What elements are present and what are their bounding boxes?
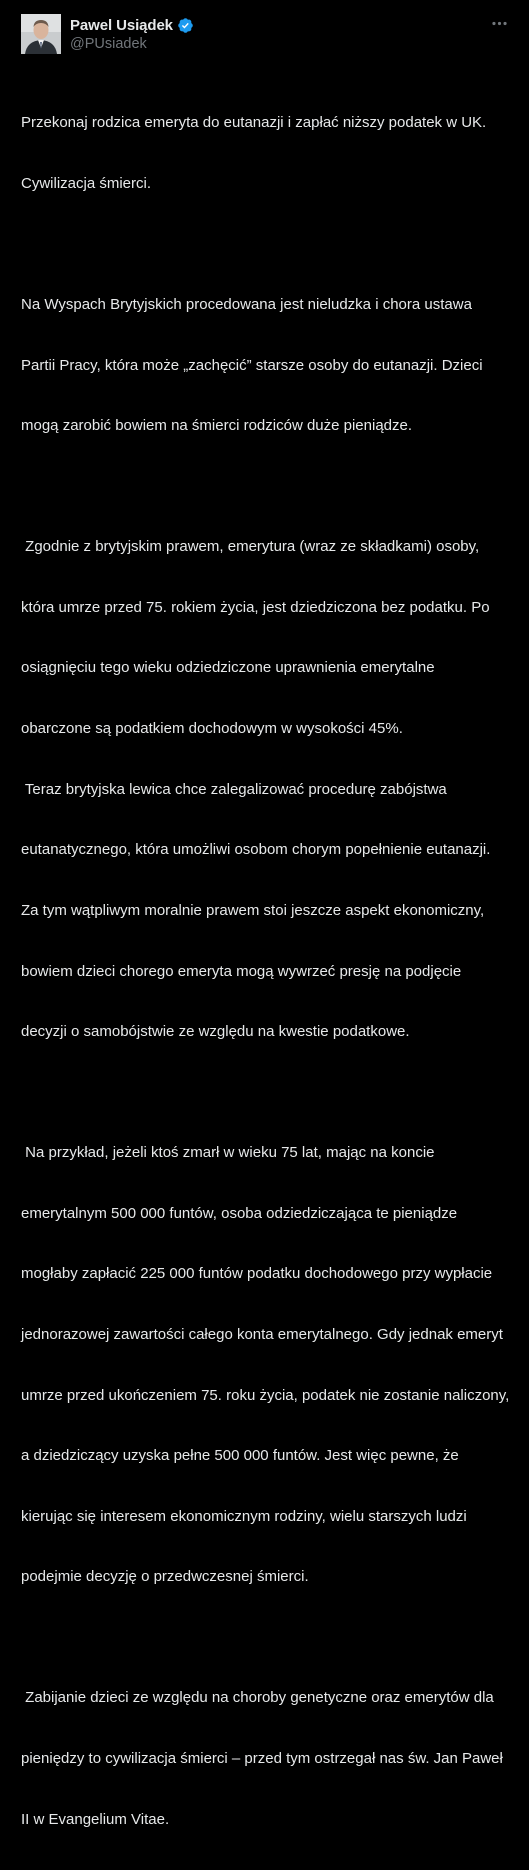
tweet-line: Na przykład, jeżeli ktoś zmarł w wieku 75 lat, mając na koncie (21, 1144, 435, 1162)
tweet-line: mogłaby zapłacić 225 000 funtów podatku dochodowego przy wypłacie (21, 1265, 493, 1283)
tweet-line: Cywilizacja śmierci. (21, 175, 152, 193)
tweet-line: decyzji o samobójstwie ze względu na kwestie podatkowe. (21, 1023, 410, 1041)
tweet-line: Za tym wątpliwym moralnie prawem stoi jeszcze aspekt ekonomiczny, (21, 901, 485, 919)
tweet-line: II w Evangelium Vitae. (21, 1810, 170, 1828)
more-options-icon (490, 14, 509, 33)
author-identity (70, 12, 194, 52)
tweet-line: Partii Pracy, która może „zachęcić” starsze osoby do eutanazji. Dzieci (21, 356, 483, 374)
tweet-line: kierując się interesem ekonomicznym rodziny, wielu starszych ludzi (21, 1507, 467, 1525)
tweet-paragraph (21, 1648, 506, 1870)
profile-photo-icon (21, 14, 61, 54)
tweet-line: umrze przed ukończeniem 75. roku życia, podatek nie zostanie naliczony, (21, 1386, 510, 1404)
tweet-line: Na Wyspach Brytyjskich procedowana jest nieludzka i chora ustawa (21, 296, 472, 314)
author-name-row (70, 15, 194, 35)
tweet-line: Zabijanie dzieci ze względu na choroby genetyczne oraz emerytów dla (21, 1689, 494, 1707)
tweet-header (21, 12, 513, 64)
tweet-line: Przekonaj rodzica emeryta do eutanazji i zapłać niższy podatek w UK. (21, 114, 487, 132)
tweet-line: Teraz brytyjska lewica chce zalegalizować procedurę zabójstwa (21, 780, 447, 798)
avatar[interactable] (21, 14, 61, 54)
tweet-line: Zgodnie z brytyjskim prawem, emerytura (wraz ze składkami) osoby, (21, 538, 480, 556)
tweet-paragraph (21, 497, 506, 1083)
tweet-line: podejmie decyzję o przedwczesnej śmierci. (21, 1568, 309, 1586)
tweet-line: mogą zarobić bowiem na śmierci rodziców duże pieniądze. (21, 417, 413, 435)
tweet-line: która umrze przed 75. rokiem życia, jest dziedziczona bez podatku. Po (21, 598, 490, 616)
author-handle[interactable]: @PUsiadek (70, 36, 147, 52)
tweet-paragraph (21, 1103, 510, 1628)
tweet-line: emerytalnym 500 000 funtów, osoba odziedziczająca te pieniądze (21, 1204, 458, 1222)
author-name[interactable]: Pawel Usiądek (70, 16, 173, 34)
tweet-paragraph (21, 73, 506, 235)
tweet-line: obarczone są podatkiem dochodowym w wysokości 45%. (21, 720, 403, 738)
tweet-line: bowiem dzieci chorego emeryta mogą wywrzeć presję na podjęcie (21, 962, 462, 980)
more-options-button[interactable] (485, 11, 513, 35)
tweet-text (21, 73, 510, 1870)
tweet-line: a dziedziczący uzyska pełne 500 000 funtów. Jest więc pewne, że (21, 1447, 459, 1465)
tweet-paragraph (21, 255, 506, 477)
tweet-line: jednorazowej zawartości całego konta emerytalnego. Gdy jednak emeryt (21, 1325, 503, 1343)
tweet-line: pieniędzy to cywilizacja śmierci – przed tym ostrzegał nas św. Jan Paweł (21, 1750, 503, 1768)
verified-badge-icon[interactable] (177, 17, 194, 34)
tweet-line: eutanatycznego, która umożliwi osobom chorym popełnienie eutanazji. (21, 841, 491, 859)
tweet-line: osiągnięciu tego wieku odziedziczone uprawnienia emerytalne (21, 659, 435, 677)
